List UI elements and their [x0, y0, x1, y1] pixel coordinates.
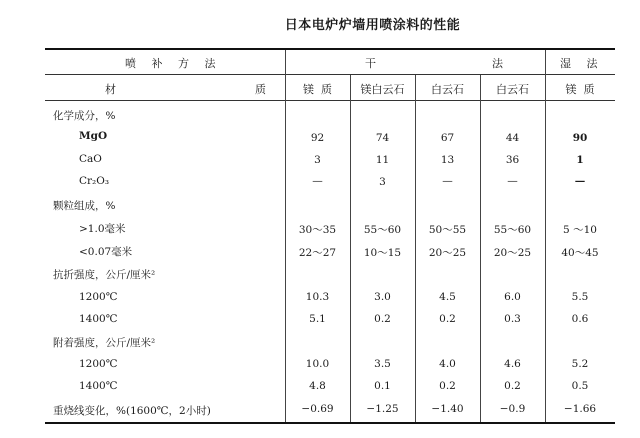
- cell-value: 92: [310, 132, 325, 144]
- material-header-left: 材: [105, 83, 116, 96]
- bottom-rule: [45, 422, 615, 424]
- col-header-wet-magnesia: 镁 质: [565, 83, 595, 96]
- cell-value: 0.2: [374, 313, 391, 325]
- cell-value: 0.2: [439, 380, 456, 392]
- row-label: 1400℃: [79, 313, 118, 325]
- top-rule: [45, 48, 615, 50]
- cell-value: 5 ～10: [563, 224, 597, 236]
- cell-value: 40～45: [561, 247, 599, 259]
- material-header-right: 质: [255, 83, 266, 96]
- dry-header-left: 干: [365, 57, 376, 70]
- header-mid-rule: [45, 74, 615, 75]
- row-label: 化学成分，%: [53, 110, 116, 122]
- cell-value: 55～60: [493, 224, 532, 236]
- cell-value: −1.40: [431, 403, 464, 415]
- cell-value: 3.0: [374, 291, 391, 303]
- cell-value: 0.2: [504, 380, 521, 392]
- cell-value: 5.5: [571, 291, 589, 303]
- cell-value: 36: [505, 154, 520, 166]
- cell-value: 20～25: [428, 247, 467, 259]
- cell-value: 0.6: [571, 313, 589, 325]
- row-label: CaO: [79, 153, 102, 165]
- cell-value: 1: [576, 154, 584, 166]
- cell-value: 30～35: [298, 224, 337, 236]
- cell-value: 0.5: [571, 380, 589, 392]
- cell-value: 22～27: [298, 247, 337, 259]
- cell-value: −0.9: [499, 403, 526, 415]
- row-label: MgO: [79, 130, 108, 142]
- cell-value: 3: [314, 154, 321, 166]
- col-header-mag-dolomite: 镁白云石: [360, 83, 405, 96]
- cell-value: −1.25: [366, 403, 399, 415]
- row-label: 重烧线变化，%(1600℃，2小时): [53, 405, 211, 417]
- row-label: <0.07毫米: [79, 246, 133, 258]
- cell-value: 90: [572, 132, 588, 144]
- cell-value: 3: [379, 176, 386, 188]
- row-label: 1200℃: [79, 291, 118, 303]
- cell-value: 4.0: [439, 358, 456, 370]
- cell-value: 4.6: [504, 358, 521, 370]
- cell-value: 0.2: [439, 313, 456, 325]
- cell-value: 5.1: [309, 313, 326, 325]
- cell-value: 0.3: [504, 313, 521, 325]
- cell-value: −0.69: [301, 403, 334, 415]
- row-label: 1200℃: [79, 358, 118, 370]
- cell-value: 10.0: [305, 358, 330, 370]
- cell-value: 4.8: [309, 380, 326, 392]
- cell-value: 11: [375, 154, 390, 166]
- cell-value: 0.1: [374, 380, 391, 392]
- cell-value: 4.5: [439, 291, 456, 303]
- cell-value: 10～15: [363, 247, 402, 259]
- row-label: 1400℃: [79, 380, 118, 392]
- row-label: 颗粒组成，%: [53, 200, 116, 212]
- cell-value: —: [312, 175, 323, 187]
- dry-header-right: 法: [492, 57, 503, 70]
- cell-value: —: [442, 175, 453, 187]
- cell-value: 74: [375, 132, 390, 144]
- row-label: 附着强度，公斤/厘米²: [53, 337, 156, 349]
- col-header-magnesia: 镁 质: [303, 83, 332, 96]
- cell-value: 13: [440, 154, 455, 166]
- row-label: >1.0毫米: [79, 223, 126, 235]
- cell-value: 50～55: [428, 224, 467, 236]
- row-label: Cr₂O₃: [79, 175, 110, 187]
- cell-value: 55～60: [363, 224, 402, 236]
- col-header-dolomite-2: 白云石: [496, 83, 529, 96]
- cell-value: 5.2: [571, 358, 589, 370]
- header-bottom-rule: [45, 100, 615, 101]
- table-title: 日本电炉炉墙用喷涂料的性能: [284, 18, 461, 33]
- wet-header: 湿 法: [560, 57, 604, 70]
- cell-value: —: [574, 175, 586, 187]
- row-label: 抗折强度，公斤/厘米²: [53, 269, 156, 281]
- cell-value: −1.66: [563, 403, 597, 415]
- cell-value: 20～25: [493, 247, 532, 259]
- cell-value: —: [507, 175, 518, 187]
- cell-value: 6.0: [504, 291, 521, 303]
- method-header: 喷 补 方 法: [125, 57, 222, 70]
- cell-value: 67: [440, 132, 455, 144]
- col-header-dolomite-1: 白云石: [431, 83, 464, 96]
- cell-value: 10.3: [305, 291, 330, 303]
- cell-value: 3.5: [374, 358, 391, 370]
- cell-value: 44: [505, 132, 520, 144]
